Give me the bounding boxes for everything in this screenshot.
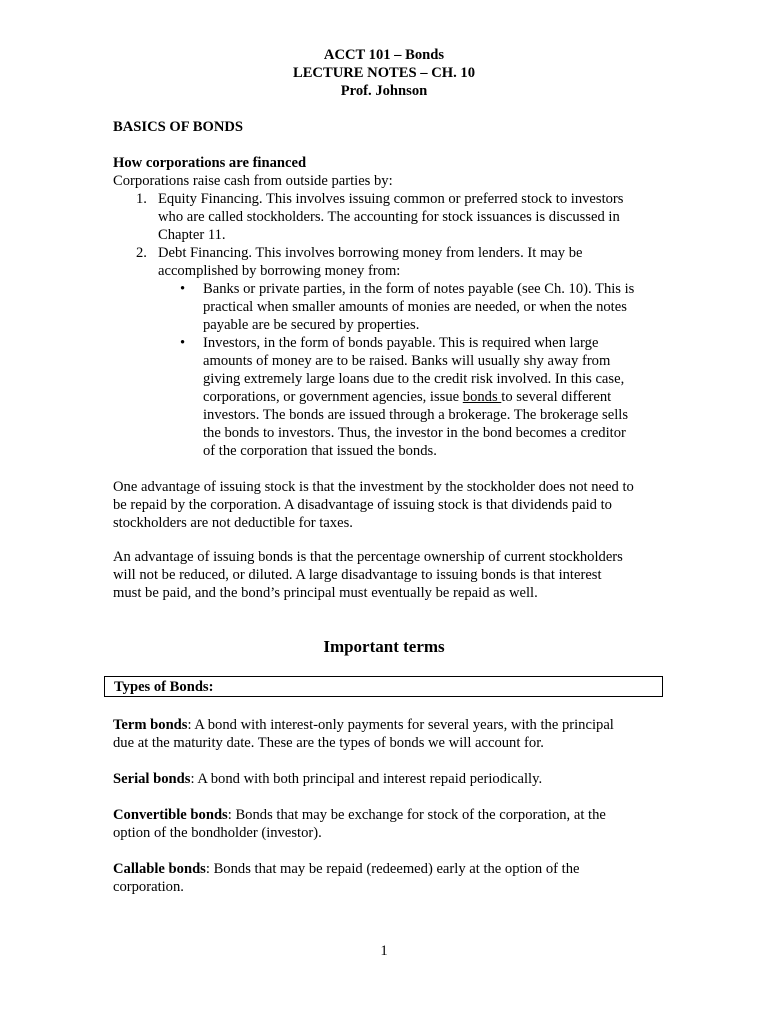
item-text — [158, 190, 656, 244]
text-line: Banks or private parties, in the form of notes payable (see Ch. 10). This is — [203, 281, 635, 297]
text-line: investors. The bonds are issued through a brokerage. The brokerage sells — [203, 407, 628, 423]
text-line: Equity Financing. This involves issuing common or preferred stock to investors — [158, 191, 624, 207]
basics-heading: BASICS OF BONDS — [113, 119, 244, 135]
text-line: amounts of money are to be raised. Banks will usually shy away from — [203, 353, 611, 369]
text-line: who are called stockholders. The accounting for stock issuances is discussed in — [158, 209, 620, 225]
text-line: Term bonds: A bond with interest-only payments for several years, with the principal — [113, 717, 614, 733]
document-header — [0, 46, 768, 100]
term-label: Convertible bonds — [113, 807, 228, 823]
bullet-text — [203, 280, 655, 334]
page-number: 1 — [380, 943, 388, 959]
text-line: Investors, in the form of bonds payable. This is required when large — [203, 335, 599, 351]
text-line: accomplished by borrowing money from: — [158, 263, 401, 279]
financing-heading: How corporations are financed — [113, 155, 307, 171]
text-line: Serial bonds: A bond with both principal and interest repaid periodically. — [113, 771, 543, 787]
course-title: ACCT 101 – Bonds — [323, 47, 445, 63]
important-terms-title: Important terms — [323, 637, 445, 656]
term-definition-term-bonds — [113, 716, 658, 752]
lecture-title: LECTURE NOTES – CH. 10 — [292, 65, 476, 81]
text-line: will not be reduced, or diluted. A large disadvantage to issuing bonds is that interest — [113, 567, 602, 583]
text-line: practical when smaller amounts of monies are needed, or when the notes — [203, 299, 627, 315]
stock-paragraph — [113, 478, 658, 532]
bullet-icon: • — [180, 335, 186, 351]
text-line: giving extremely large loans due to the credit risk involved. In this case, — [203, 371, 625, 387]
text-line: Callable bonds: Bonds that may be repaid (redeemed) early at the option of the — [113, 861, 580, 877]
bond-paragraph — [113, 548, 658, 602]
text-line: An advantage of issuing bonds is that the percentage ownership of current stockholders — [113, 549, 623, 565]
item-text — [158, 244, 656, 280]
item-number: 1. — [136, 191, 147, 207]
text-line: be repaid by the corporation. A disadvantage of issuing stock is that dividends paid to — [113, 497, 612, 513]
text-line: corporation. — [113, 879, 184, 895]
bullet-icon: • — [180, 281, 186, 297]
text-line: One advantage of issuing stock is that the investment by the stockholder does not need to — [113, 479, 634, 495]
text-line: due at the maturity date. These are the types of bonds we will account for. — [113, 735, 544, 751]
text-line: payable are be secured by properties. — [203, 317, 420, 333]
term-label: Term bonds — [113, 717, 188, 733]
term-definition-convertible-bonds — [113, 806, 658, 842]
financing-intro: Corporations raise cash from outside parties by: — [113, 173, 393, 189]
text-line: corporations, or government agencies, issue bonds to several different — [203, 389, 612, 405]
bonds-underlined-term: bonds — [462, 389, 502, 405]
text-line: Convertible bonds: Bonds that may be exchange for stock of the corporation, at the — [113, 807, 606, 823]
text-line: the bonds to investors. Thus, the investor in the bond becomes a creditor — [203, 425, 626, 441]
text-line: of the corporation that issued the bonds. — [203, 443, 437, 459]
item-number: 2. — [136, 245, 147, 261]
text-line: must be paid, and the bond’s principal must eventually be repaid as well. — [113, 585, 538, 601]
term-label: Serial bonds — [113, 771, 191, 787]
professor-name: Prof. Johnson — [340, 83, 428, 99]
text-line: stockholders are not deductible for taxes. — [113, 515, 353, 531]
types-of-bonds-box: Types of Bonds: — [104, 676, 663, 697]
term-definition-serial-bonds — [113, 770, 658, 788]
text-line: Chapter 11. — [158, 227, 226, 243]
text-line: option of the bondholder (investor). — [113, 825, 322, 841]
term-label: Callable bonds — [113, 861, 206, 877]
term-definition-callable-bonds — [113, 860, 658, 896]
text-line: Debt Financing. This involves borrowing money from lenders. It may be — [158, 245, 583, 261]
bullet-text — [203, 334, 655, 460]
